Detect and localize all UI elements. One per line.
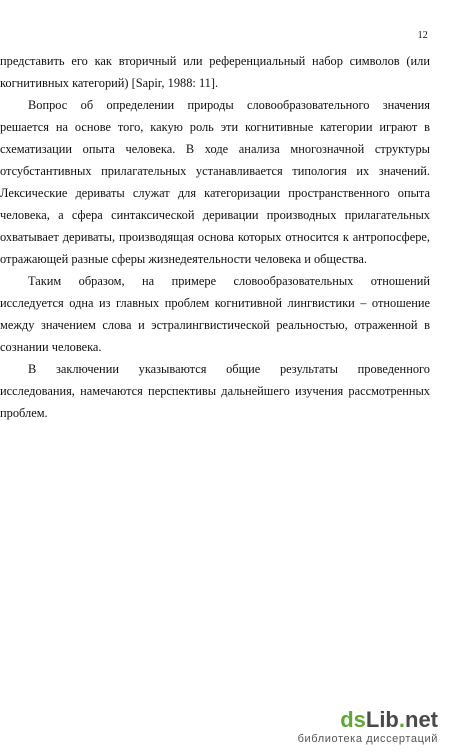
logo-ds-text: ds [340,707,366,732]
text-line: представить его как вторичный или референциальный набор символов (или [0,54,430,68]
dslib-tagline: библиотека диссертаций [297,733,438,745]
text-line: отражающей разные сферы жизнедеятельности человека и общества. [0,252,367,266]
logo-lib-text: Lib [365,707,399,732]
text-line: человека, а сфера синтаксической деривации производных прилагательных [0,208,430,222]
page-number: 12 [417,30,428,41]
text-line: сознании человека. [0,340,102,354]
document-body [0,50,430,424]
text-line: исследуется одна из главных проблем когнитивной лингвистики – отношение [0,296,430,310]
text-line: исследования, намечаются перспективы дальнейшего изучения рассмотренных [0,384,430,398]
text-line: В заключении указываются общие результаты проведенного [28,362,430,376]
text-line: Лексические дериваты служат для категоризации пространственного опыта [0,186,430,200]
dslib-logo [298,708,438,732]
text-line: охватывает дериваты, производящая основа которых относится к антропосфере, [0,230,430,244]
text-line: Таким образом, на примере словообразовательных отношений [28,274,430,288]
text-line: схематизации опыта человека. В ходе анализа многозначной структуры [0,142,430,156]
logo-dot-text: . [398,707,405,732]
text-line: Вопрос об определении природы словообразовательного значения [28,98,430,112]
text-line: решается на основе того, какую роль эти когнитивные категории играют в [0,120,430,134]
text-line: когнитивных категорий) [Sapir, 1988: 11]. [0,76,219,90]
text-line: между значением слова и эстралингвистической реальностью, отраженной в [0,318,430,332]
dslib-watermark-link[interactable] [298,708,438,746]
text-line: проблем. [0,406,48,420]
logo-net-text: net [405,707,438,732]
text-line: отсубстантивных прилагательных устанавливается типология их значений. [0,164,430,178]
